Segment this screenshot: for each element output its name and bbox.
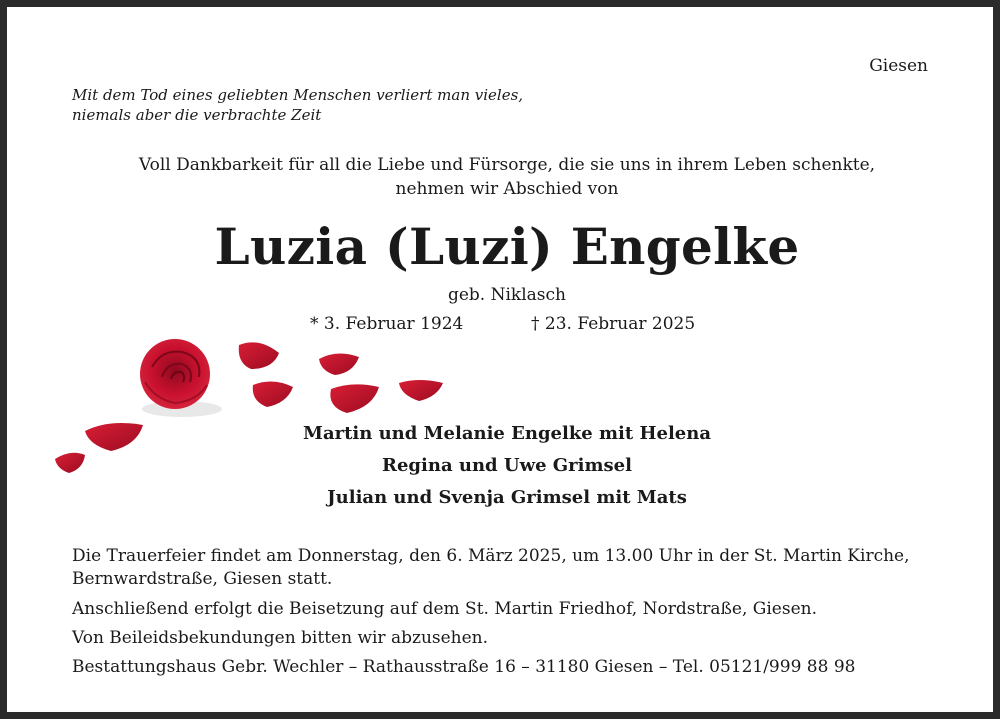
place-name: Giesen [869, 56, 928, 76]
rose-icon [140, 339, 210, 409]
intro-line-1: Voll Dankbarkeit für all die Liebe und Fürsorge, die sie uns in ihrem Leben schenkte, [138, 155, 876, 175]
notice-funeral-line-2: Bernwardstraße, Giesen statt. [72, 569, 333, 589]
mourner-line-2: Regina und Uwe Grimsel [382, 455, 632, 476]
mourner-line-1: Martin und Melanie Engelke mit Helena [303, 423, 711, 444]
death-date: † 23. Februar 2025 [531, 314, 696, 334]
petal-icon [319, 353, 359, 375]
petal-icon [239, 342, 279, 369]
motto-line-1: Mit dem Tod eines geliebten Menschen verliert man vieles, [72, 86, 524, 104]
mourner-line-3: Julian und Svenja Grimsel mit Mats [327, 487, 687, 508]
maiden-name: geb. Niklasch [447, 285, 566, 305]
motto [72, 85, 523, 125]
petal-icon [399, 380, 443, 401]
birth-date: * 3. Februar 1924 [310, 314, 464, 334]
notice-funeral-line-1: Die Trauerfeier findet am Donnerstag, den 6. März 2025, um 13.00 Uhr in der St. Martin Kirche, [72, 546, 910, 566]
petal-icon [253, 381, 293, 407]
deceased-name: Luzia (Luzi) Engelke [214, 217, 800, 276]
notice-burial: Anschließend erfolgt die Beisetzung auf dem St. Martin Friedhof, Nordstraße, Giesen. [72, 599, 817, 619]
notice-funeral-home: Bestattungshaus Gebr. Wechler – Rathausstraße 16 – 31180 Giesen – Tel. 05121/999 88 98 [72, 657, 856, 677]
intro-line-2: nehmen wir Abschied von [395, 179, 619, 199]
notice-condolences: Von Beileidsbekundungen bitten wir abzusehen. [72, 628, 489, 648]
petal-icon [330, 384, 379, 413]
motto-line-2: niemals aber die verbrachte Zeit [72, 106, 322, 124]
